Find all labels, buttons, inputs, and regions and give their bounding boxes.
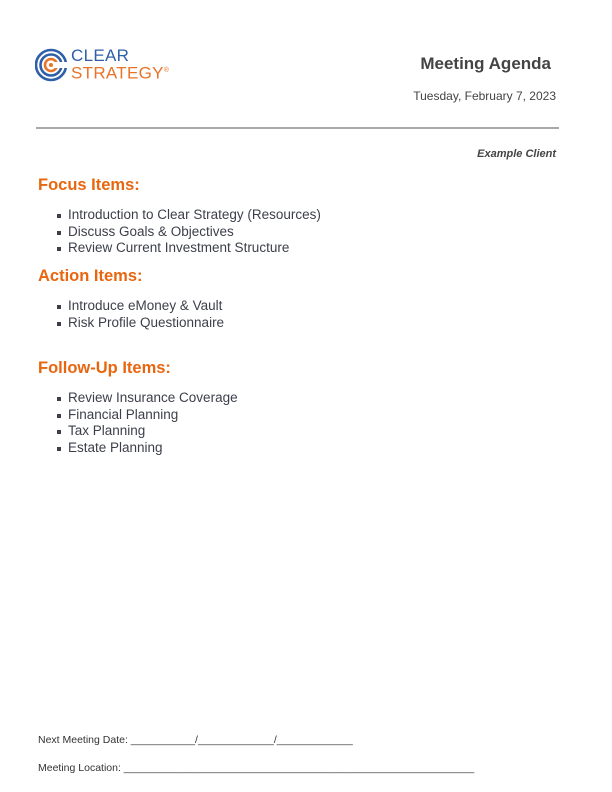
- logo-registered-mark: ®: [163, 67, 170, 74]
- list-item: Risk Profile Questionnaire: [38, 315, 224, 332]
- follow-up-items-list: [38, 390, 238, 456]
- client-name: Example Client: [477, 148, 556, 160]
- page-title: Meeting Agenda: [420, 54, 551, 73]
- logo-text-strategy: STRATEGY: [71, 63, 164, 83]
- list-item: Financial Planning: [38, 407, 238, 424]
- list-item: Introduction to Clear Strategy (Resources): [38, 207, 321, 224]
- list-item: Introduce eMoney & Vault: [38, 298, 224, 315]
- focus-items-list: [38, 207, 321, 257]
- focus-items-heading: Focus Items:: [38, 176, 140, 194]
- logo-text-clear: CLEAR: [71, 46, 130, 65]
- next-meeting-date-line: Next Meeting Date: ___________/_____________/_____________: [38, 734, 353, 746]
- list-item: Estate Planning: [38, 440, 238, 457]
- list-item: Review Insurance Coverage: [38, 390, 238, 407]
- list-item: Review Current Investment Structure: [38, 240, 321, 257]
- meeting-location-line: Meeting Location: ____________________________________________________________: [38, 762, 475, 774]
- list-item: Discuss Goals & Objectives: [38, 224, 321, 241]
- meeting-date: Tuesday, February 7, 2023: [413, 89, 556, 103]
- header-divider: [36, 127, 559, 129]
- action-items-heading: Action Items:: [38, 267, 143, 285]
- concentric-target-icon: [35, 48, 69, 82]
- company-logo: [35, 48, 175, 84]
- action-items-list: [38, 298, 224, 331]
- list-item: Tax Planning: [38, 423, 238, 440]
- follow-up-items-heading: Follow-Up Items:: [38, 359, 171, 377]
